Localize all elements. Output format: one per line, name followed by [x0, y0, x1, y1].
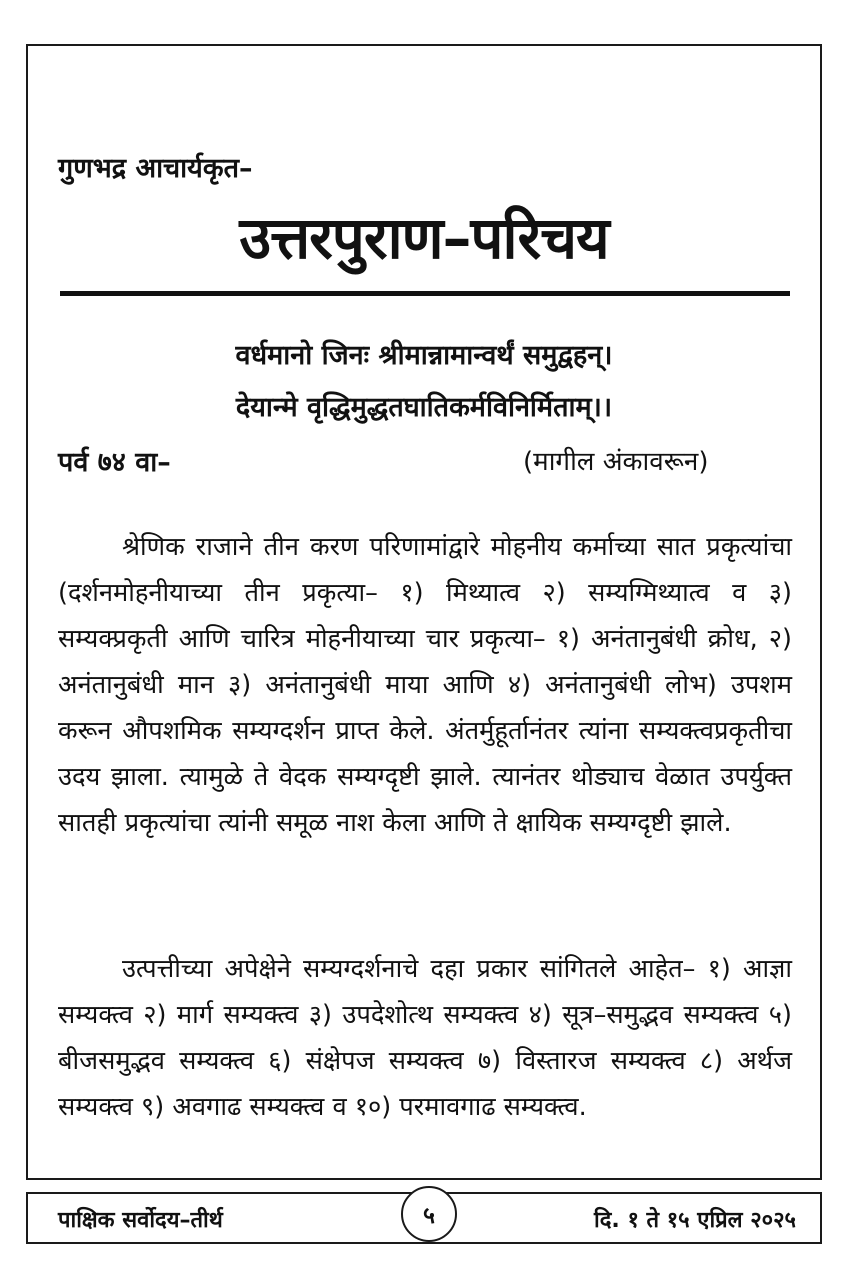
- page-number: ५: [401, 1186, 457, 1242]
- author-kicker: गुणभद्र आचार्यकृत–: [58, 153, 253, 184]
- page-footer: [26, 1192, 822, 1244]
- page-title: उत्तरपुराण–परिचय: [239, 204, 609, 272]
- verse-line-1: वर्धमानो जिनः श्रीमान्नामान्वर्थं समुद्वहन्।: [235, 340, 613, 371]
- paragraph-1: श्रेणिक राजाने तीन करण परिणामांद्वारे मोहनीय कर्माच्या सात प्रकृत्यांचा (दर्शनमोहनीयाच्या तीन प्रकृत्या– १) मिथ्यात्व २) सम्यग्मिथ्यात्व व ३) सम्यक्प्रकृती आणि चारित्र मोहनीयाच्या चार प्रकृत्या– १) अनंतानुबंधी क्रोध, २) अनंतानुबंधी मान ३) अनंतानुबंधी माया आणि ४) अनंतानुबंधी लोभ) उपशम करून औपशमिक सम्यग्दर्शन प्राप्त केले. अंतर्मुहूर्तानंतर त्यांना सम्यक्त्वप्रकृतीचा उदय झाला. त्यामुळे ते वेदक सम्यग्दृष्टी झाले. त्यानंतर थोड्याच वेळात उपर्युक्त सातही प्रकृत्यांचा त्यांनी समूळ नाश केला आणि ते क्षायिक सम्यग्दृष्टी झाले.: [58, 531, 792, 838]
- title-rule: [60, 291, 790, 296]
- continued-note: (मागील अंकावरून): [523, 447, 709, 477]
- publication-name: पाक्षिक सर्वोदय–तीर्थ: [58, 1208, 223, 1233]
- paragraph-2: उत्पत्तीच्या अपेक्षेने सम्यग्दर्शनाचे दहा प्रकार सांगितले आहेत– १) आज्ञा सम्यक्त्व २) मार्ग सम्यक्त्व ३) उपदेशोत्थ सम्यक्त्व ४) सूत्र–समुद्भव सम्यक्त्व ५) बीजसमुद्भव सम्यक्त्व ६) संक्षेपज सम्यक्त्व ७) विस्तारज सम्यक्त्व ८) अर्थज सम्यक्त्व ९) अवगाढ सम्यक्त्व व १०) परमावगाढ सम्यक्त्व.: [58, 953, 792, 1122]
- issue-date: दि. १ ते १५ एप्रिल २०२५: [594, 1208, 796, 1233]
- verse-line-2: देयान्मे वृद्धिमुद्धतघातिकर्मविनिर्मिताम्।।: [235, 392, 613, 423]
- section-heading: पर्व ७४ वा–: [58, 447, 171, 478]
